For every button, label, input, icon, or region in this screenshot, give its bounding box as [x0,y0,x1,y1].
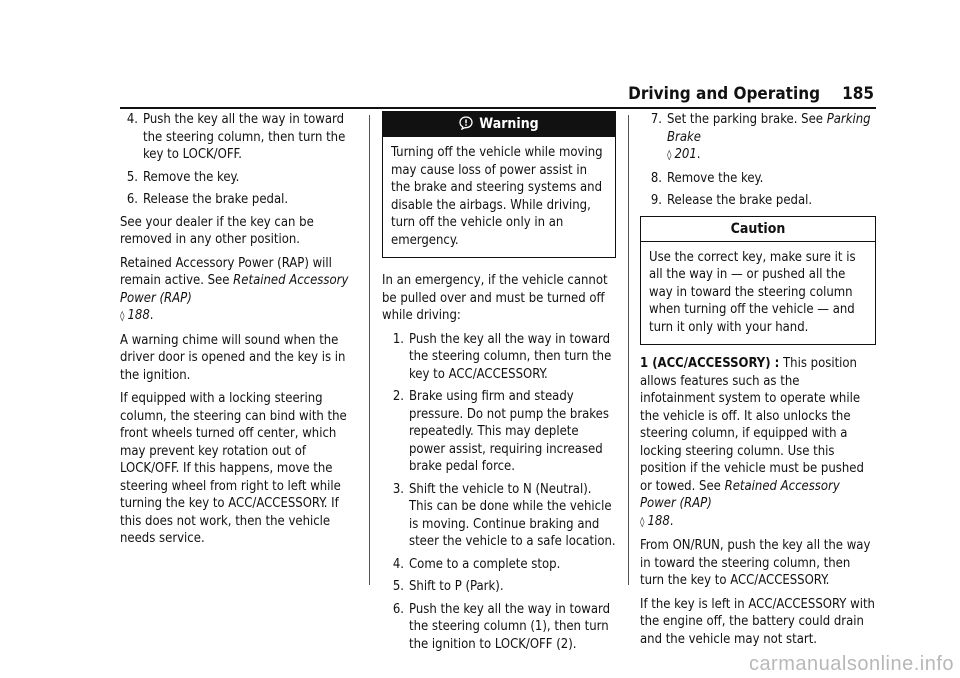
paragraph-text: . [149,308,154,323]
paragraph [120,255,358,326]
page-ref-icon: ◊ [667,150,672,161]
step-text-part: . [696,147,701,162]
step-text: Shift the vehicle to N (Neutral). This can be done while the vehicle is moving. Continue braking and steer the vehicle to a safe location. [409,481,616,549]
step-text: Push the key all the way in toward the steering column, then turn the key to ACC/ACCESSORY. [409,331,612,382]
warning-bubble-icon [459,112,473,137]
watermark: carmanualsonline.info [748,653,954,675]
paragraph [640,355,876,531]
step-number: 2. [392,389,404,404]
step-list [640,111,876,210]
step-text: Release the brake pedal. [143,192,289,207]
step-number: 6. [392,601,404,617]
step-item [640,192,876,210]
paragraph: From ON/RUN, push the key all the way in toward the steering column, then turn the key to ACC/ACCESSORY. [640,538,871,588]
column-divider [628,115,629,585]
term-label: 1 (ACC/ACCESSORY) : [640,356,780,371]
page-ref-icon: ◊ [120,311,125,322]
step-text: Remove the key. [667,170,764,186]
caution-box [640,216,876,346]
column-1 [120,111,358,554]
paragraph: If equipped with a locking steering column, the steering can bind with the front wheels turned off center, which may prevent key rotation out of LOCK/OFF. If this happens, move the steering wheel from right to left while turning the key to ACC/ACCESSORY. If this does not work, then the vehicle needs service. [120,391,347,546]
step-item [116,169,358,187]
section-title: Driving and Operating [628,84,821,104]
caution-body: Use the correct key, make sure it is all the way in — or pushed all the way in toward the steering column when turning off the vehicle — and turn it only with your hand. [649,249,856,335]
step-number: 9. [650,193,662,208]
step-number: 3. [392,481,404,497]
step-item [116,111,358,164]
step-number: 1. [392,331,404,347]
step-number: 5. [392,579,404,594]
paragraph-text: . [669,513,674,529]
step-number: 4. [392,556,404,572]
step-text: Push the key all the way in toward the steering column, then turn the key to LOCK/OFF. [143,112,346,162]
step-text: Come to a complete stop. [409,556,561,572]
step-number: 5. [126,169,138,185]
step-list [116,111,358,209]
cross-reference-link[interactable]: Retained Accessory Power (RAP) [120,273,349,306]
cross-reference-link[interactable]: Retained Accessory Power (RAP) [640,478,840,511]
step-item [640,170,876,188]
paragraph: A warning chime will sound when the driver door is opened and the key is in the ignition. [120,332,346,383]
warning-body: Turning off the vehicle while moving may cause loss of power assist in the brake and steering systems and disable the airbags. While driving, turn off the vehicle only in an emergency. [391,145,603,248]
step-number: 7. [650,112,662,127]
step-item [640,111,876,165]
paragraph-text: Retained Accessory Power (RAP) will remain active. See [120,255,332,288]
step-text [667,111,876,165]
page-header [628,84,874,104]
warning-box [382,111,616,258]
caution-title: Caution [641,217,875,242]
page-ref-number[interactable]: 188 [127,308,150,323]
paragraph: In an emergency, if the vehicle cannot be pulled over and must be turned off while driving: [382,273,608,323]
page-ref-number[interactable]: 201 [674,147,697,162]
step-text: Push the key all the way in toward the steering column (1), then turn the ignition to LOCK/OFF (2). [409,601,611,652]
step-number: 4. [126,112,138,127]
step-number: 8. [650,170,662,186]
column-divider [369,115,370,585]
page-ref-icon: ◊ [640,516,645,528]
step-number: 6. [126,192,138,207]
step-text: Shift to P (Park). [409,579,504,594]
step-text: Remove the key. [143,169,240,185]
step-text-part: Set the parking brake. See [667,112,827,127]
step-item [382,578,616,596]
step-item [116,191,358,209]
step-item [382,601,616,654]
warning-title: Warning [479,116,539,132]
paragraph: See your dealer if the key can be removed in any other position. [120,214,314,247]
column-3 [640,111,876,654]
column-2 [382,111,616,658]
step-text: Release the brake pedal. [667,193,813,208]
paragraph-text: This position allows features such as the infotainment system to operate while the vehicle is off. It also unlocks the steering column, if equipped with a locking steering column. Use this position if the vehicle must be pushed or towed. See [640,356,864,494]
step-text: Brake using firm and steady pressure. Do not pump the brakes repeatedly. This may deplete power assist, requiring increased brake pedal force. [409,389,609,474]
paragraph: If the key is left in ACC/ACCESSORY with the engine off, the battery could drain and the vehicle may not start. [640,596,875,647]
cross-reference-link[interactable]: Parking Brake [667,112,871,145]
step-item [382,388,616,476]
step-item [382,556,616,574]
step-item [382,331,616,384]
step-list [382,331,616,654]
page-ref-number[interactable]: 188 [647,513,670,529]
step-item [382,481,616,551]
warning-header [383,112,615,137]
page-number: 185 [842,84,874,104]
header-rule [120,107,876,109]
